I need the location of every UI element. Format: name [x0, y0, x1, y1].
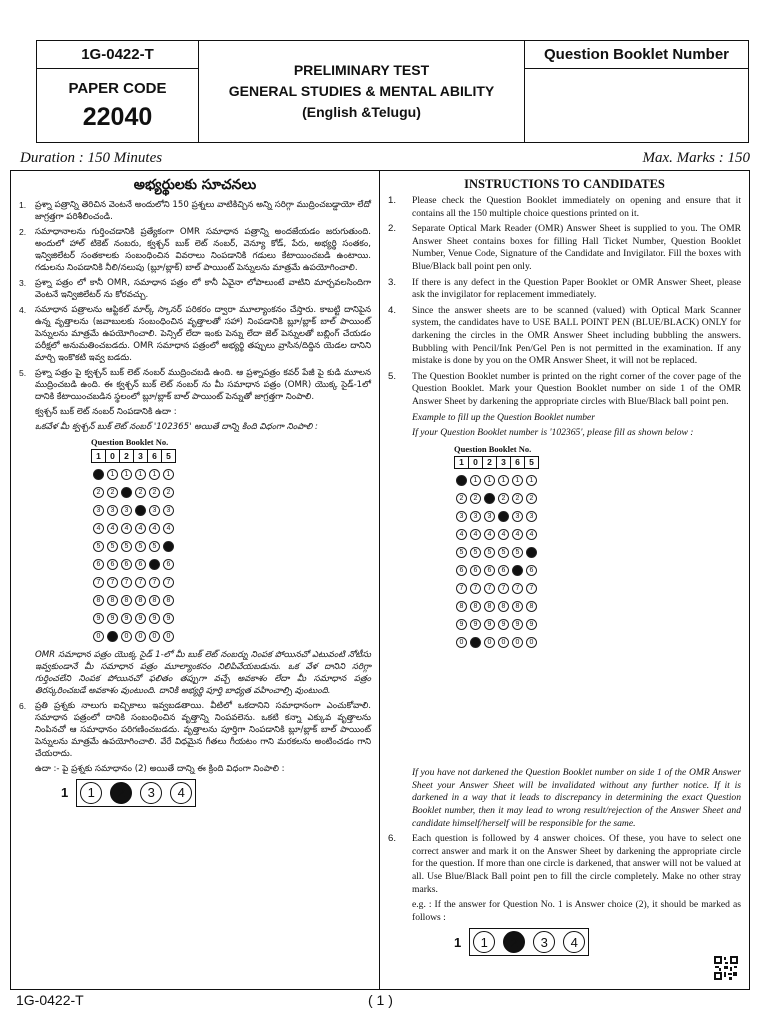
booklet-bubble: 2 [107, 487, 118, 498]
booklet-bubble: 5 [93, 541, 104, 552]
booklet-bubble: 7 [470, 583, 481, 594]
telugu-item-6 [19, 700, 371, 760]
booklet-bubble: 3 [456, 511, 467, 522]
footer-code: 1G-0422-T [16, 992, 84, 1008]
page-number: ( 1 ) [368, 992, 393, 1008]
booklet-digit: 2 [483, 456, 497, 469]
booklet-bubble: 2 [512, 493, 523, 504]
booklet-bubble: 5 [456, 547, 467, 558]
booklet-grid-title: Question Booklet No. [91, 437, 169, 447]
telugu-item-1 [19, 199, 371, 223]
item-number: 3. [19, 278, 27, 288]
booklet-bubble-row [92, 462, 176, 481]
telugu-example-heading: క్వశ్చన్ బుక్ లెట్ నంబర్ నింపడానికి ఉదా : [35, 407, 177, 417]
booklet-bubble: 7 [498, 583, 509, 594]
booklet-bubble: 8 [512, 601, 523, 612]
answer-example-english [388, 928, 741, 956]
answer-question-number: 1 [454, 934, 462, 950]
booklet-bubble: 8 [121, 595, 132, 606]
booklet-bubble: 5 [149, 541, 160, 552]
booklet-bubble-row [455, 595, 539, 613]
meta-row [20, 150, 750, 167]
booklet-bubble: 0 [470, 637, 481, 648]
header-right-cell [525, 41, 748, 142]
booklet-digit: 5 [525, 456, 539, 469]
booklet-bubble: 4 [456, 529, 467, 540]
item-text: Each question is followed by 4 answer choices. Of these, you have to select one correct answer and mark it on the Answer Sheet by darkening the appropriate circle for the question. If more than one circle is darkened, that answer will not be valued at all. Use Blue/Black Ball point pen to fill the circle completely. Make no other stray marks. [412, 833, 741, 895]
booklet-bubble: 4 [526, 529, 537, 540]
booklet-digit-header [455, 456, 539, 469]
booklet-bubble: 7 [121, 577, 132, 588]
header-left-cell [37, 41, 199, 142]
booklet-bubble: 5 [484, 547, 495, 558]
booklet-bubble: 8 [484, 601, 495, 612]
answer-question-number: 1 [61, 785, 69, 801]
booklet-bubble: 0 [135, 631, 146, 642]
booklet-digit-header [92, 450, 176, 463]
answer-choice-bubble: 3 [140, 782, 162, 804]
booklet-bubble: 6 [526, 565, 537, 576]
booklet-bubble: 4 [484, 529, 495, 540]
booklet-bubble: 3 [498, 511, 509, 522]
test-title-line3: (English &Telugu) [302, 104, 421, 120]
booklet-number-label: Question Booklet Number [525, 41, 748, 69]
booklet-bubble: 4 [512, 529, 523, 540]
booklet-bubble: 6 [107, 559, 118, 570]
booklet-bubble: 2 [93, 487, 104, 498]
answer-choice-bubble: 2 [503, 931, 525, 953]
booklet-bubble: 1 [121, 469, 132, 480]
item-number: 4. [19, 305, 27, 315]
booklet-bubble: 8 [107, 595, 118, 606]
booklet-bubble: 1 [107, 469, 118, 480]
telugu-item-5 [19, 367, 371, 403]
booklet-bubble-row [455, 541, 539, 559]
booklet-bubble: 1 [163, 469, 174, 480]
item-number: 1. [19, 200, 27, 210]
english-item-4 [388, 305, 741, 368]
telugu-item6-example: ఉదా :- పై ప్రశ్నకు సమాధానం (2) అయితే దాన్ని ఈ క్రింది విధంగా నింపాలి : [35, 763, 285, 774]
english-item-2 [388, 223, 741, 273]
english-item-1 [388, 195, 741, 220]
booklet-bubble: 2 [470, 493, 481, 504]
booklet-bubble: 2 [484, 493, 495, 504]
booklet-digit: 0 [106, 450, 120, 463]
telugu-column [11, 171, 380, 989]
booklet-bubble: 4 [93, 523, 104, 534]
booklet-bubble: 2 [135, 487, 146, 498]
item-number: 6. [19, 700, 27, 711]
booklet-bubble: 1 [484, 475, 495, 486]
answer-choice-bubble: 2 [110, 782, 132, 804]
booklet-bubble: 7 [149, 577, 160, 588]
answer-choices [76, 779, 196, 807]
booklet-bubble: 1 [93, 469, 104, 480]
booklet-bubble: 1 [470, 475, 481, 486]
booklet-bubble: 8 [149, 595, 160, 606]
booklet-bubble-row [455, 613, 539, 631]
booklet-bubble: 0 [456, 637, 467, 648]
booklet-bubble-row [455, 631, 539, 649]
booklet-bubble: 2 [456, 493, 467, 504]
booklet-bubble: 8 [135, 595, 146, 606]
item-text: If there is any defect in the Question Paper Booklet or OMR Answer Sheet, please ask the invigilator for replacement immediately. [412, 276, 741, 301]
item-text: ప్రశ్నా పత్రాన్ని తెరిచిన వెంటనే అందులోని 150 ప్రశ్నలు వాటికిచ్చిన అన్ని సరిగ్గా ముద్రించబడ్డాయో లేదో జాగ్రత్తగా పరిశీలించండి. [35, 200, 371, 222]
booklet-bubble: 1 [149, 469, 160, 480]
booklet-digit: 1 [455, 456, 469, 469]
booklet-bubble: 6 [149, 559, 160, 570]
booklet-bubble: 0 [484, 637, 495, 648]
booklet-bubble-row [455, 559, 539, 577]
booklet-bubble: 5 [512, 547, 523, 558]
booklet-bubble: 0 [498, 637, 509, 648]
booklet-bubble-row [92, 553, 176, 571]
telugu-item-2 [19, 226, 371, 274]
item-text: సమాధాన పత్రాలను ఆప్టికల్ మార్క్ స్కానర్ పరికరం ద్వారా మూల్యాంకనం చేస్తారు. కాబట్టి దానిపైన ఉన్న వృత్తాలను (జవాబులకు సంబంధించిన వృత్తాలతో సహా) నింపడానికి బ్లూ/బ్లాక్ బాల్ పాయింట్ పెన్నులను మాత్రమే ఉపయోగించాలి. పెన్సిల్ లేదా ఇంకు పెన్ను లేదా జెల్ పెన్నులతో బబ్లింగ్ చేయడం పరీక్షలో అనుమతించబడదు. OMR సమాధాన పత్రంలో అభ్యర్థి తప్పులు వ్రాసిన/దిద్దిన యెడల దానిని మార్చి ఇంకొకటి ఇవ్వ బడదు. [35, 305, 371, 363]
booklet-bubble: 0 [149, 631, 160, 642]
booklet-bubble: 9 [470, 619, 481, 630]
english-example-heading: Example to fill up the Question Booklet number [412, 411, 596, 423]
paper-code-label: PAPER CODE [68, 79, 167, 97]
booklet-bubble: 2 [163, 487, 174, 498]
booklet-bubble-row [92, 625, 176, 643]
booklet-bubble: 0 [512, 637, 523, 648]
booklet-bubble: 1 [498, 475, 509, 486]
booklet-bubble: 2 [121, 487, 132, 498]
booklet-bubble: 3 [512, 511, 523, 522]
booklet-bubble: 6 [163, 559, 174, 570]
booklet-bubble: 3 [149, 505, 160, 516]
booklet-bubble: 0 [93, 631, 104, 642]
item-number: 2. [388, 223, 397, 235]
booklet-bubble: 8 [163, 595, 174, 606]
booklet-bubble: 7 [163, 577, 174, 588]
answer-choice-bubble: 1 [473, 931, 495, 953]
max-marks: Max. Marks : 150 [642, 150, 750, 166]
booklet-bubble: 9 [93, 613, 104, 624]
booklet-bubble: 3 [526, 511, 537, 522]
booklet-bubble: 9 [163, 613, 174, 624]
telugu-omr-warning: OMR సమాధాన పత్రం యొక్క సైడ్ 1-లో మీ బుక్ లెట్ నంబర్ను నింపక పోయినచో ఎటువంటి నోటీసు ఇవ్వకుండానే మీ సమాధాన పత్రం మూల్యాంకనం నిలిపివేయబడును. ఒక వేళ దానిని సరిగ్గా గుర్తించలేని నింపక పోయినచో ఫలితం తప్పుగా వచ్చే అవకాశం లేదా మీ సమాధాన పత్రం తిరస్కరించబడే అవకాశం వుంటుంది. దానికి అభ్యర్థి పూర్తి బాధ్యత వహించాల్సి వుంటుంది. [35, 649, 371, 696]
english-example-text: If your Question Booklet number is '102365', please fill as shown below : [412, 427, 694, 439]
item-number: 2. [19, 227, 27, 237]
item-text: Since the answer sheets are to be scanned (valued) with Optical Mark Scanner system, the candidates have to USE BALL POINT PEN (BLUE/BLACK) ONLY for darkening the circles in the OMR Answer Sheet including bubbling the answers. Bubbling with Pencil/Ink Pen/Gel Pen is not permitted in the examination. If any mistake is done by you on the OMR Answer Sheet, it will not be replaced. [412, 304, 741, 367]
booklet-bubble: 6 [484, 565, 495, 576]
booklet-bubble: 6 [121, 559, 132, 570]
booklet-bubble: 5 [121, 541, 132, 552]
booklet-bubble: 0 [107, 631, 118, 642]
item-number: 1. [388, 195, 397, 206]
booklet-bubble: 8 [456, 601, 467, 612]
answer-choice-bubble: 4 [563, 931, 585, 953]
booklet-grid-english [388, 444, 741, 650]
test-title-block [199, 41, 525, 142]
booklet-bubble: 9 [498, 619, 509, 630]
english-column [380, 171, 749, 989]
telugu-example-text: ఒకవేళ మీ క్వశ్చన్ బుక్ లెట్ నంబర్ '102365' అయితే దాన్ని కింది విధంగా నింపాలి : [35, 422, 318, 432]
booklet-bubble: 2 [149, 487, 160, 498]
duration: Duration : 150 Minutes [20, 150, 163, 166]
booklet-bubble: 7 [93, 577, 104, 588]
booklet-digit: 1 [92, 450, 106, 463]
booklet-grid-telugu [19, 437, 371, 643]
booklet-bubble: 1 [526, 475, 537, 486]
booklet-digit: 2 [120, 450, 134, 463]
paper-code-block [37, 69, 198, 142]
booklet-bubble-row [92, 535, 176, 553]
answer-choice-bubble: 4 [170, 782, 192, 804]
booklet-bubble-row [455, 469, 539, 488]
english-omr-warning: If you have not darkened the Question Booklet number on side 1 of the OMR Answer Sheet your Answer Sheet will be invalidated without any further notice. If it is darkened in a way that it leads to discrepancy in determining the exact Question Booklet number, then it may lead to wrong result/rejection of the Answer Sheet and candidate himself/herself will be responsible for the same. [412, 767, 741, 829]
booklet-bubble: 6 [498, 565, 509, 576]
answer-choices [469, 928, 589, 956]
booklet-grid-table [454, 456, 539, 650]
booklet-bubble: 8 [498, 601, 509, 612]
item-text: ప్రతి ప్రశ్నకు నాలుగు ఐచ్ఛికాలు ఇవ్వబడతాయి. వీటిలో ఒకదానిని సమాధానంగా ఎంచుకోవాలి. సమాధాన పత్రంలో దానికి సంబంధించిన వృత్తాన్ని నింపవలెను. ఒకటి కన్నా ఎక్కువ వృత్తాలను నింపినచో ఆ సమాధానం పరిగణించబడదు. వృత్తాలను పూర్తిగా నింపడానికి బ్లూ/బ్లాక్ బాల్ పాయింట్ పెన్నులను మాత్రమే ఉపయోగించాలి. వేరే విధమైన గీతలు గీయటం గాని మరకలను అంటించడం గాని చేయరాదు. [35, 700, 371, 759]
item-text: Separate Optical Mark Reader (OMR) Answer Sheet is supplied to you. The OMR Answer Sheet contains boxes for filling Hall Ticket Number, Question Booklet Number, Venue Code, Signature of the Candidate and Invigilator. Fill the boxes with Blue/Black ball point pen only. [412, 223, 741, 272]
booklet-bubble: 9 [135, 613, 146, 624]
booklet-bubble: 7 [135, 577, 146, 588]
booklet-bubble: 5 [498, 547, 509, 558]
booklet-bubble: 9 [484, 619, 495, 630]
booklet-bubble: 6 [512, 565, 523, 576]
booklet-digit: 5 [162, 450, 176, 463]
item-number: 5. [19, 368, 27, 378]
booklet-bubble-row [455, 505, 539, 523]
english-title: INSTRUCTIONS TO CANDIDATES [464, 177, 665, 191]
booklet-bubble-row [455, 523, 539, 541]
booklet-bubble-row [455, 487, 539, 505]
booklet-bubble-row [455, 577, 539, 595]
booklet-bubble: 3 [484, 511, 495, 522]
item-text: Please check the Question Booklet immediately on opening and ensure that it contains all the 150 multiple choice questions printed on it. [412, 195, 741, 219]
booklet-bubble: 7 [512, 583, 523, 594]
booklet-bubble: 9 [107, 613, 118, 624]
booklet-bubble: 8 [526, 601, 537, 612]
booklet-bubble: 4 [149, 523, 160, 534]
booklet-bubble-row [92, 517, 176, 535]
booklet-bubble: 5 [107, 541, 118, 552]
english-item6-example: e.g. : If the answer for Question No. 1 is Answer choice (2), it should be marked as follows : [412, 899, 741, 923]
instructions-columns [10, 170, 750, 990]
booklet-bubble: 3 [470, 511, 481, 522]
booklet-digit: 6 [148, 450, 162, 463]
booklet-digit: 3 [134, 450, 148, 463]
booklet-grid-title: Question Booklet No. [454, 443, 532, 454]
booklet-bubble: 9 [149, 613, 160, 624]
booklet-bubble: 4 [135, 523, 146, 534]
telugu-item-3 [19, 277, 371, 301]
booklet-bubble: 7 [456, 583, 467, 594]
booklet-bubble-row [92, 499, 176, 517]
booklet-bubble: 6 [93, 559, 104, 570]
booklet-bubble: 6 [135, 559, 146, 570]
booklet-bubble: 3 [121, 505, 132, 516]
booklet-bubble: 3 [163, 505, 174, 516]
answer-choice-bubble: 1 [80, 782, 102, 804]
booklet-bubble: 9 [512, 619, 523, 630]
booklet-bubble: 9 [456, 619, 467, 630]
qr-code-icon [713, 955, 739, 981]
item-text: ప్రశ్నా పత్రం పై క్వశ్చన్ బుక్ లెట్ నంబర్ ముద్రించబడి ఉంది. ఆ ప్రశ్నాపత్రం కవర్ పేజీ పై కుడి మూలన ముద్రించబడి ఉంది. ఈ క్వశ్చన్ బుక్ లెట్ నంబర్ ను మీ సమాధాన పత్రం (OMR) యొక్క సైడ్-1లో దానికి కేటాయించబడిన స్థలంలో బ్లూ/బ్లాక్ బాల్ పాయింట్ పెన్నుతో జాగ్రత్తగా నింపాలి. [35, 368, 371, 402]
paper-code-value: 22040 [82, 102, 153, 131]
booklet-bubble: 7 [484, 583, 495, 594]
booklet-bubble: 7 [526, 583, 537, 594]
telugu-item-4 [19, 304, 371, 364]
booklet-digit: 0 [469, 456, 483, 469]
booklet-bubble-row [92, 607, 176, 625]
booklet-bubble: 7 [107, 577, 118, 588]
answer-example-telugu [19, 779, 371, 807]
booklet-bubble: 4 [163, 523, 174, 534]
booklet-bubble: 5 [135, 541, 146, 552]
item-text: The Question Booklet number is printed on the right corner of the cover page of the Question Booklet. Mark your Question Booklet number on side 1 of the OMR Answer Sheet by darkening the appropriate circles with Blue/Black ball point pen. [412, 370, 741, 407]
english-item-3 [388, 277, 741, 302]
booklet-bubble: 1 [135, 469, 146, 480]
booklet-bubble: 1 [512, 475, 523, 486]
booklet-bubble: 3 [107, 505, 118, 516]
booklet-bubble-row [92, 481, 176, 499]
booklet-bubble: 2 [498, 493, 509, 504]
booklet-bubble: 5 [470, 547, 481, 558]
item-number: 5. [388, 370, 397, 382]
test-title-line1: PRELIMINARY TEST [293, 62, 430, 78]
item-number: 3. [388, 276, 397, 288]
booklet-bubble: 3 [135, 505, 146, 516]
booklet-bubble-row [92, 571, 176, 589]
answer-choice-bubble: 3 [533, 931, 555, 953]
item-number: 4. [388, 304, 397, 316]
english-item-5 [388, 371, 741, 409]
booklet-bubble: 3 [93, 505, 104, 516]
booklet-bubble: 0 [526, 637, 537, 648]
item-number: 6. [388, 833, 397, 845]
booklet-digit: 6 [511, 456, 525, 469]
booklet-bubble: 4 [498, 529, 509, 540]
booklet-bubble: 0 [163, 631, 174, 642]
header-table [36, 40, 749, 143]
booklet-bubble-row [92, 589, 176, 607]
booklet-digit: 3 [497, 456, 511, 469]
booklet-bubble: 5 [526, 547, 537, 558]
booklet-bubble: 8 [470, 601, 481, 612]
item-text: సమాధానాలను గుర్తించడానికి ప్రత్యేకంగా OMR సమాధాన పత్రాన్ని అందజేయడం జరుగుతుంది. అందులో హాల్ టికెట్ నంబరు, క్వశ్చన్ బుక్ లెట్ నంబర్, వెన్యూ కోడ్, పేరు, అభ్యర్థి సంతకం, ఇన్విజిలేటర్ సంతకాలకు సంబంధించిన వివరాలు నింపడానికి గడులు కేటాయించబడి ఉంటాయి. గడులను నింపడానికి నీలి/నలుపు (బ్లూ/బ్లాక్) బాల్ పాయింట్ పెన్నులను మాత్రమే ఉపయోగించాలి. [35, 227, 371, 273]
booklet-code: 1G-0422-T [37, 41, 198, 69]
english-item-6 [388, 833, 741, 896]
booklet-bubble: 4 [470, 529, 481, 540]
telugu-title: అభ్యర్థులకు సూచనలు [133, 177, 257, 193]
item-text: ప్రశ్నా పత్రం లో కానీ OMR, సమాధాన పత్రం లో కానీ ఏవైనా లోపాలుంటే వాటిని మార్చవలసిందిగా వెంటనే ఇన్విజిలేటర్ ను కోరవచ్చు. [35, 278, 371, 300]
booklet-bubble: 4 [107, 523, 118, 534]
booklet-bubble: 5 [163, 541, 174, 552]
booklet-grid-table [91, 449, 176, 643]
booklet-bubble: 4 [121, 523, 132, 534]
test-title-line2: GENERAL STUDIES & MENTAL ABILITY [228, 83, 495, 99]
telugu-items [19, 199, 371, 403]
booklet-bubble: 9 [121, 613, 132, 624]
english-items [388, 195, 741, 409]
booklet-bubble: 2 [526, 493, 537, 504]
booklet-bubble: 1 [456, 475, 467, 486]
booklet-bubble: 0 [121, 631, 132, 642]
booklet-bubble: 8 [93, 595, 104, 606]
booklet-bubble: 9 [526, 619, 537, 630]
booklet-bubble: 6 [470, 565, 481, 576]
booklet-bubble: 6 [456, 565, 467, 576]
